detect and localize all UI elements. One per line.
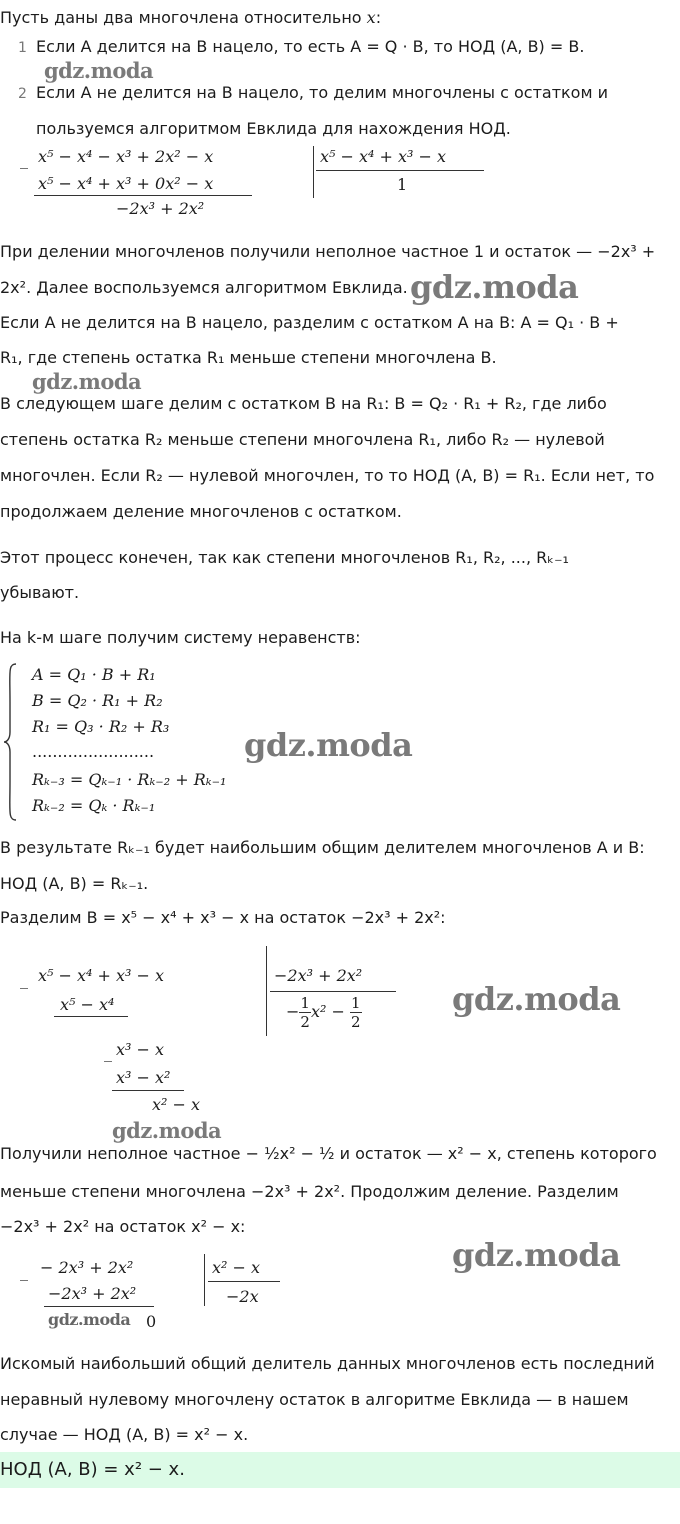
paragraph-line: Если A не делится на B нацело, разделим с остатком A на B: A = Q₁ · B + [0, 313, 619, 332]
division3-dividend: − 2x³ + 2x² [40, 1258, 134, 1277]
paragraph-line: случае — НОД (A, B) = x² − x. [0, 1425, 249, 1444]
paragraph-line: НОД (A, B) = Rₖ₋₁. [0, 874, 149, 893]
division-line [112, 1090, 184, 1091]
paragraph-line: степень остатка R₂ меньше степени многочлена R₁, либо R₂ — нулевой [0, 430, 605, 449]
paragraph-line: На k-м шаге получим систему неравенств: [0, 628, 361, 647]
system-row: R₁ = Q₃ · R₂ + R₃ [32, 717, 170, 736]
division3-remainder: 0 [146, 1312, 157, 1331]
system-row: Rₖ₋₃ = Qₖ₋₁ · Rₖ₋₂ + Rₖ₋₁ [32, 770, 227, 789]
minus-sign: _ [20, 970, 28, 989]
divisor-line [316, 170, 484, 171]
division-bracket [266, 946, 267, 1036]
paragraph-line: При делении многочленов получили неполное частное 1 и остаток — −2x³ + [0, 242, 656, 261]
step-1-text: Если A делится на B нацело, то есть A = Q · B, то НОД (A, B) = B. [36, 37, 585, 56]
system-brace [2, 662, 18, 822]
paragraph-line: продолжаем деление многочленов с остатком. [0, 502, 402, 521]
paragraph-line: В результате Rₖ₋₁ будет наибольшим общим делителем многочленов A и B: [0, 838, 645, 857]
division2-dividend: x⁵ − x⁴ + x³ − x [38, 966, 165, 985]
paragraph-line: неравный нулевому многочлену остаток в алгоритме Евклида — в нашем [0, 1390, 629, 1409]
division-line [54, 1016, 128, 1017]
paragraph-line: многочлен. Если R₂ — нулевой многочлен, то то НОД (A, B) = R₁. Если нет, то [0, 466, 655, 485]
divisor-line [270, 991, 396, 992]
fraction: $\frac{1}{2}$ [350, 994, 361, 1031]
watermark-logo: gdz.moda [44, 58, 154, 83]
division-bracket [204, 1254, 205, 1306]
fraction: $\frac{1}{2}$ [300, 994, 310, 1031]
minus-sign: _ [20, 1262, 28, 1281]
watermark-logo: gdz.moda [112, 1118, 222, 1143]
system-row: Rₖ₋₂ = Qₖ · Rₖ₋₁ [32, 796, 156, 815]
division1-remainder: −2x³ + 2x² [116, 199, 205, 218]
system-row: A = Q₁ · B + R₁ [32, 665, 156, 684]
answer-text: НОД (A, B) = x² − x. [0, 1459, 185, 1480]
minus-sign: _ [104, 1043, 112, 1062]
step-number-2: 2 [18, 86, 27, 102]
intro-line: Пусть даны два многочлена относительно x: [0, 8, 382, 27]
division2-sub2: x³ − x² [116, 1068, 171, 1087]
division1-dividend: x⁵ − x⁴ − x³ + 2x² − x [38, 147, 214, 166]
paragraph-line: убывают. [0, 583, 80, 602]
division3-divisor: x² − x [212, 1258, 261, 1277]
watermark-logo: gdz.moda [244, 726, 413, 764]
division1-divisor: x⁵ − x⁴ + x³ − x [320, 147, 447, 166]
system-row: ........................ [32, 742, 155, 761]
paragraph-line: 2x². Далее воспользуемся алгоритмом Евклида. [0, 278, 408, 297]
division-line [44, 1306, 154, 1307]
system-row: B = Q₂ · R₁ + R₂ [32, 691, 163, 710]
division2-rem1: x³ − x [116, 1040, 165, 1059]
division2-divisor: −2x³ + 2x² [274, 966, 363, 985]
divisor-line [208, 1281, 280, 1282]
watermark-logo: gdz.moda [410, 268, 579, 306]
watermark-logo: gdz.moda [452, 1236, 621, 1274]
watermark-logo: gdz.moda [32, 369, 142, 394]
paragraph-line: −2x³ + 2x² на остаток x² − x: [0, 1217, 246, 1236]
paragraph-line: В следующем шаге делим с остатком B на R₁: B = Q₂ · R₁ + R₂, где либо [0, 394, 607, 413]
division1-subtrahend: x⁵ − x⁴ + x³ + 0x² − x [38, 174, 214, 193]
step-2-line-1: Если A не делится на B нацело, то делим многочлены с остатком и [36, 83, 609, 102]
step-number-1: 1 [18, 40, 27, 56]
paragraph-line: меньше степени многочлена −2x³ + 2x². Продолжим деление. Разделим [0, 1182, 619, 1201]
answer-box [0, 1452, 680, 1488]
watermark-logo: gdz.moda [452, 980, 621, 1018]
paragraph-line: R₁, где степень остатка R₁ меньше степени многочлена B. [0, 348, 497, 367]
division2-quotient: − $\frac{1}{2}$ x² − $\frac{1}{2}$ [286, 994, 361, 1031]
step-2-line-2: пользуемся алгоритмом Евклида для нахождения НОД. [36, 119, 511, 138]
minus-sign: _ [20, 150, 28, 169]
paragraph-line: Этот процесс конечен, так как степени многочленов R₁, R₂, ..., Rₖ₋₁ [0, 548, 569, 567]
paragraph-line: Искомый наибольший общий делитель данных многочленов есть последний [0, 1354, 655, 1373]
division2-sub1: x⁵ − x⁴ [60, 995, 115, 1014]
division3-quotient: −2x [226, 1287, 259, 1306]
paragraph-line: Разделим B = x⁵ − x⁴ + x³ − x на остаток −2x³ + 2x²: [0, 908, 446, 927]
watermark-logo: gdz.moda [48, 1310, 131, 1329]
division-bracket [313, 146, 314, 198]
division2-rem2: x² − x [152, 1095, 201, 1114]
division3-subtrahend: −2x³ + 2x² [48, 1284, 137, 1303]
division-line [34, 195, 252, 196]
division1-quotient: 1 [397, 175, 408, 194]
paragraph-line: Получили неполное частное − ½x² − ½ и остаток — x² − x, степень которого [0, 1144, 657, 1163]
